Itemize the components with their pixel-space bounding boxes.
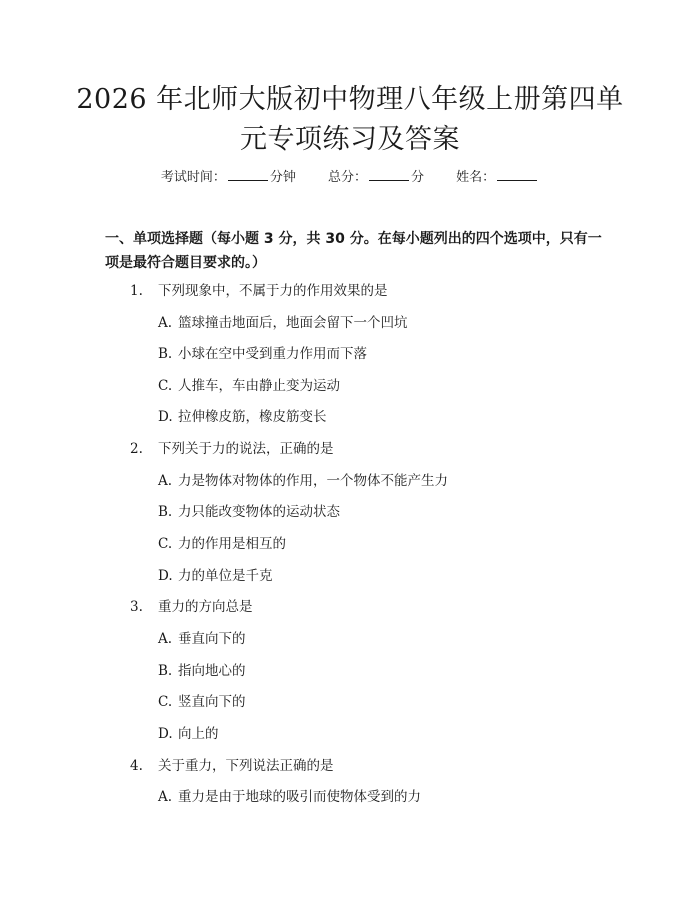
q1-option-d: [158, 407, 327, 427]
option-letter: C.: [158, 378, 173, 394]
student-name-blank: [497, 180, 537, 181]
exam-time-label: 考试时间：: [160, 170, 226, 185]
question-number: 2.: [130, 441, 143, 457]
title-line-1: 2026 年北师大版初中物理八年级上册第四单: [76, 84, 624, 115]
option-text: 篮球撞击地面后，地面会留下一个凹坑: [178, 315, 408, 331]
option-text: 力的作用是相互的: [178, 536, 286, 552]
option-letter: B.: [158, 346, 173, 362]
q2-option-a: [158, 471, 448, 491]
q3-option-d: [158, 724, 219, 744]
option-letter: C.: [158, 694, 173, 710]
option-text: 指向地心的: [178, 663, 246, 679]
q2-option-b: [158, 502, 340, 522]
q1-option-b: [158, 344, 367, 364]
total-score-label: 总分：: [327, 170, 367, 185]
total-score-unit: 分: [411, 170, 425, 185]
q4-option-a: [158, 787, 421, 807]
question-number: 4.: [130, 758, 143, 774]
question-stem: 下列关于力的说法，正确的是: [158, 441, 334, 457]
option-text: 垂直向下的: [178, 631, 246, 647]
option-text: 重力是由于地球的吸引而使物体受到的力: [178, 789, 421, 805]
option-letter: C.: [158, 536, 173, 552]
exam-time-unit: 分钟: [269, 170, 296, 185]
document-title: [0, 80, 700, 160]
option-text: 竖直向下的: [178, 694, 246, 710]
q3-option-b: [158, 661, 246, 681]
q3-option-a: [158, 629, 246, 649]
question-2: [130, 439, 334, 459]
option-text: 力只能改变物体的运动状态: [178, 504, 340, 520]
q1-option-c: [158, 376, 340, 396]
student-name-label: 姓名：: [456, 170, 496, 185]
option-letter: A.: [158, 789, 173, 805]
q1-option-a: [158, 313, 408, 333]
exam-time: [161, 170, 296, 185]
section-heading: 一、单项选择题（每小题 3 分，共 30 分。在每小题列出的四个选项中，只有一项是最符合题目要求的。）: [105, 231, 602, 271]
total-score: [328, 170, 424, 185]
q3-option-c: [158, 692, 246, 712]
option-letter: A.: [158, 315, 173, 331]
exam-info-line: [0, 168, 700, 188]
exam-time-blank: [228, 180, 268, 181]
option-text: 拉伸橡皮筋，橡皮筋变长: [178, 409, 327, 425]
option-letter: A.: [158, 473, 173, 489]
option-text: 小球在空中受到重力作用而下落: [178, 346, 367, 362]
question-number: 1.: [130, 283, 143, 299]
option-letter: B.: [158, 504, 173, 520]
q2-option-d: [158, 566, 273, 586]
option-text: 人推车，车由静止变为运动: [178, 378, 340, 394]
question-stem: 下列现象中，不属于力的作用效果的是: [158, 283, 388, 299]
question-number: 3.: [130, 599, 143, 615]
question-1: [130, 281, 388, 301]
option-text: 向上的: [178, 726, 219, 742]
total-score-blank: [369, 180, 409, 181]
q2-option-c: [158, 534, 286, 554]
option-letter: D.: [158, 726, 173, 742]
option-text: 力是物体对物体的作用，一个物体不能产生力: [178, 473, 448, 489]
question-4: [130, 756, 334, 776]
question-stem: 关于重力，下列说法正确的是: [158, 758, 334, 774]
title-line-2: 元专项练习及答案: [240, 124, 460, 155]
option-text: 力的单位是千克: [178, 568, 273, 584]
option-letter: D.: [158, 409, 173, 425]
option-letter: A.: [158, 631, 173, 647]
student-name: [456, 170, 539, 185]
option-letter: B.: [158, 663, 173, 679]
question-stem: 重力的方向总是: [158, 599, 253, 615]
question-3: [130, 597, 253, 617]
option-letter: D.: [158, 568, 173, 584]
